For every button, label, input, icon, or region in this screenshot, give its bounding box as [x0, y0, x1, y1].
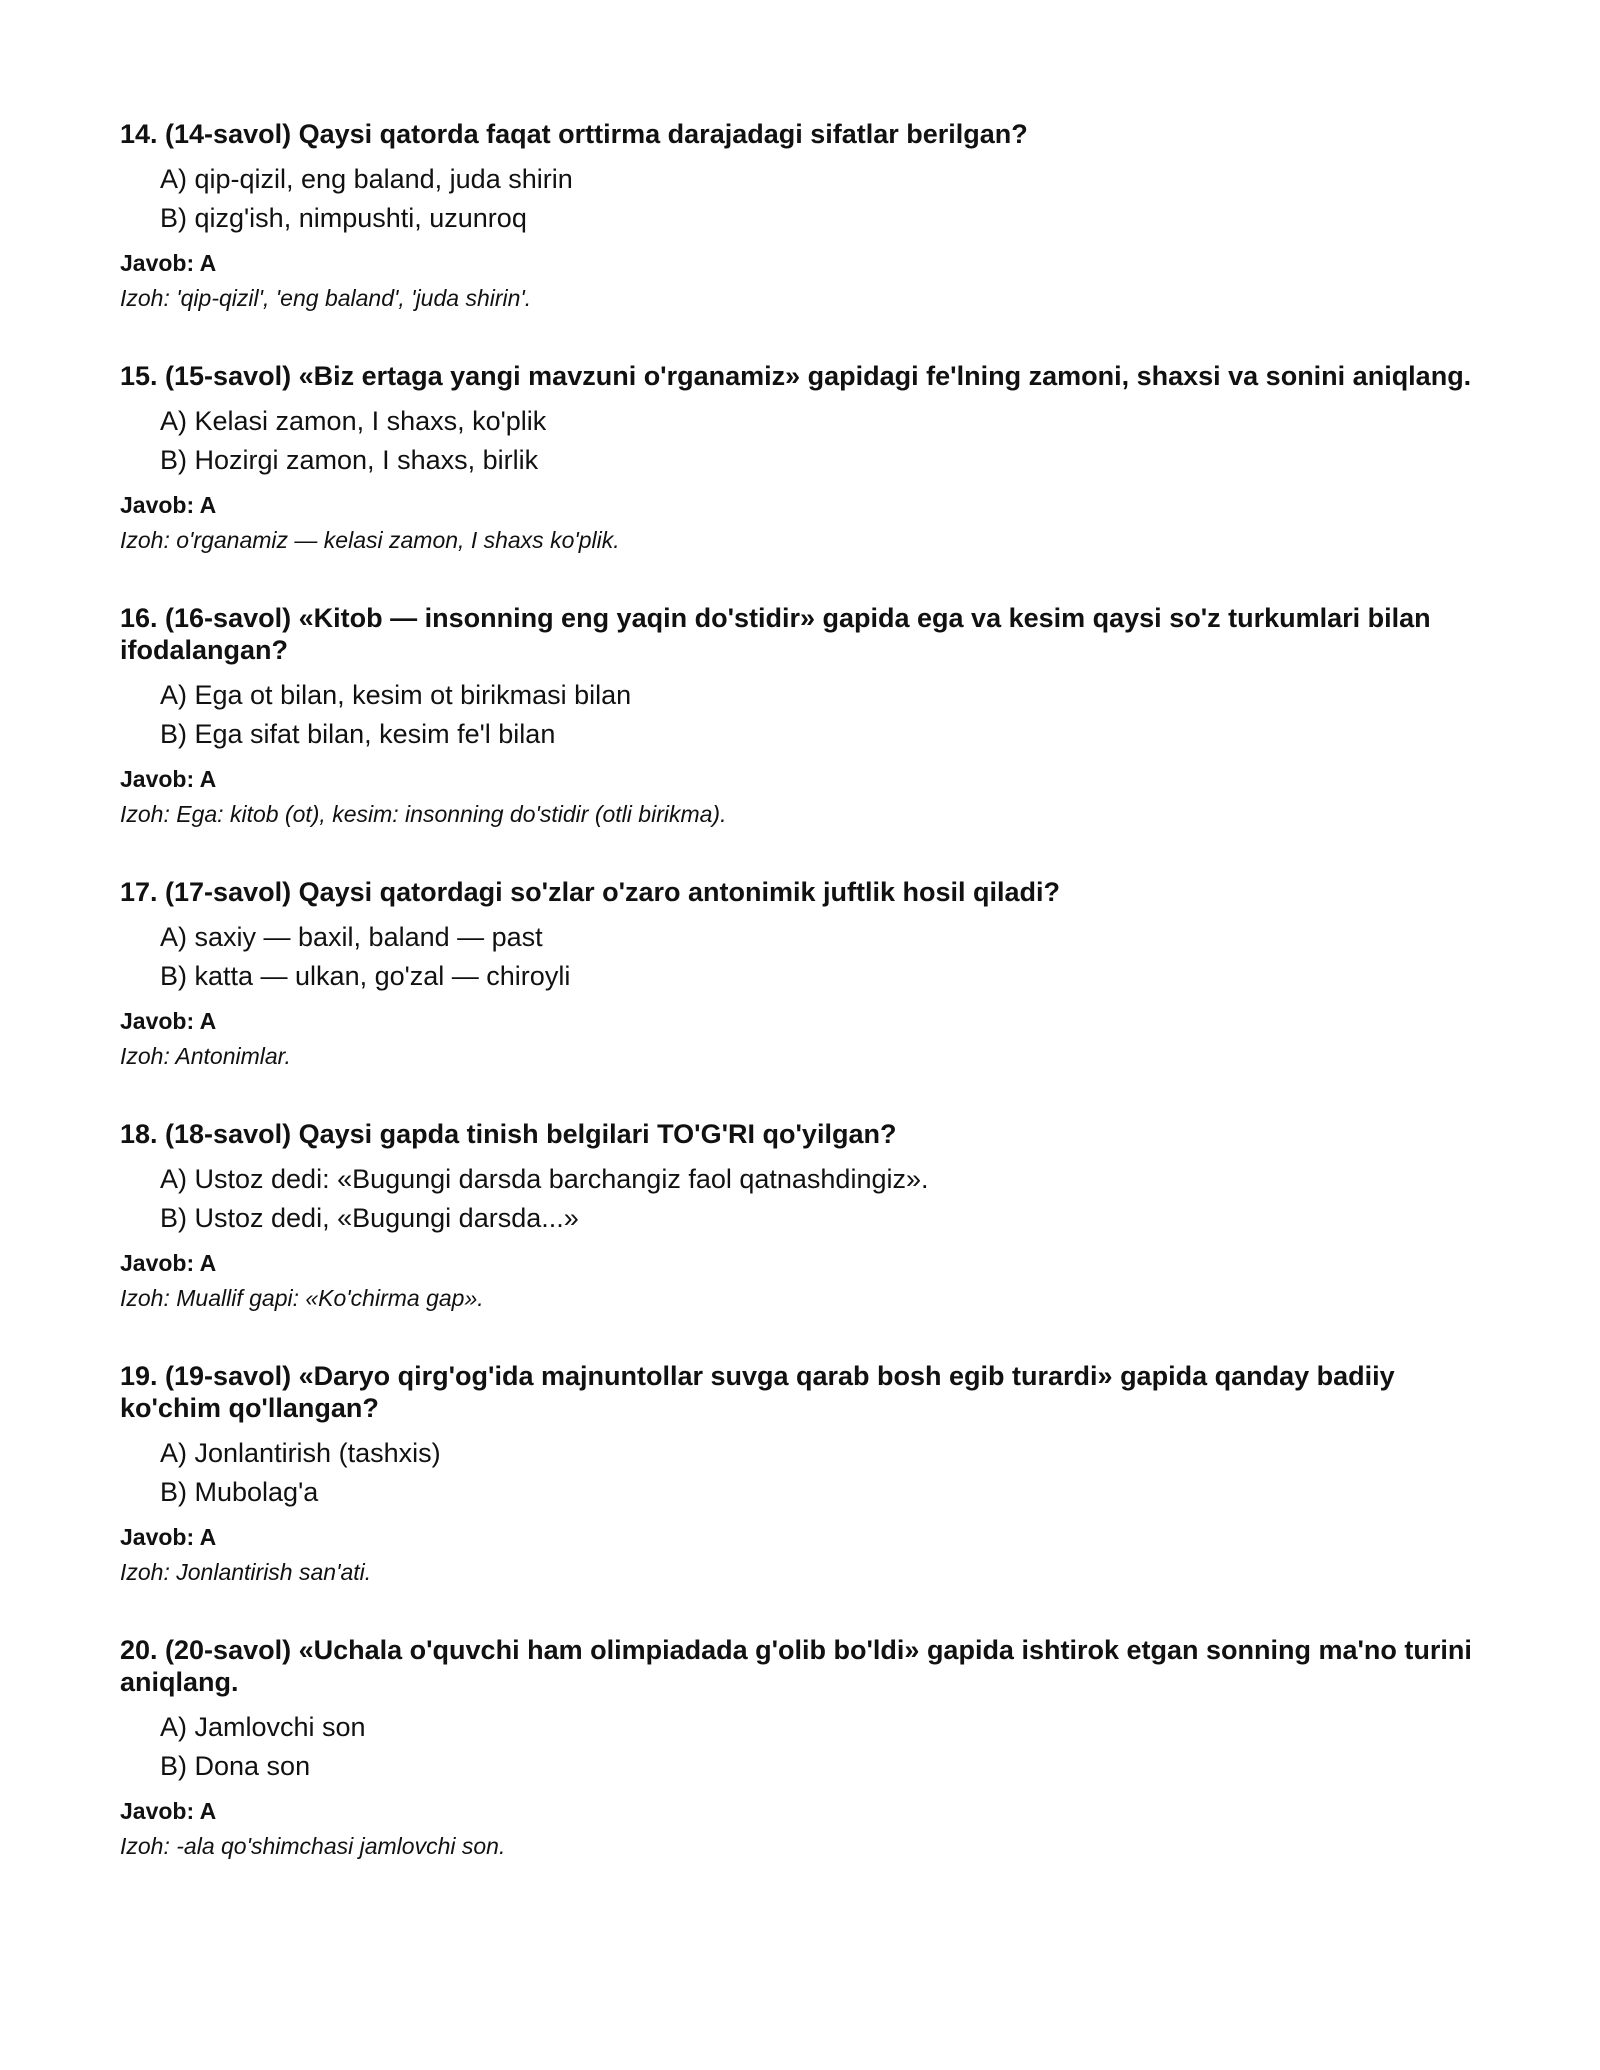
question-title: 16. (16-savol) «Kitob — insonning eng yaqin do'stidir» gapida ega va kesim qaysi so'z turkumlari bilan ifodalangan?: [120, 603, 1431, 665]
option-a: A) saxiy — baxil, baland — past: [160, 922, 543, 952]
question-title: 15. (15-savol) «Biz ertaga yangi mavzuni o'rganamiz» gapidagi fe'lning zamoni, shaxsi va sonini aniqlang.: [120, 361, 1472, 391]
option-b: B) Hozirgi zamon, I shaxs, birlik: [160, 445, 539, 475]
question-title: 17. (17-savol) Qaysi qatordagi so'zlar o'zaro antonimik juftlik hosil qiladi?: [120, 877, 1061, 907]
question-20: [120, 1634, 1500, 1864]
option-b: B) katta — ulkan, go'zal — chiroyli: [160, 961, 571, 991]
option-a: A) qip-qizil, eng baland, juda shirin: [160, 164, 573, 194]
explanation-note: Izoh: 'qip-qizil', 'eng baland', 'juda shirin'.: [120, 285, 532, 311]
option-a: A) Jamlovchi son: [160, 1712, 366, 1742]
option-list: [160, 160, 1500, 238]
question-19: [120, 1360, 1500, 1590]
question-15: [120, 360, 1500, 558]
option-a: A) Jonlantirish (tashxis): [160, 1438, 441, 1468]
answer-label: Javob: A: [120, 250, 217, 276]
answer-label: Javob: A: [120, 766, 217, 792]
option-a: A) Ustoz dedi: «Bugungi darsda barchangiz faol qatnashdingiz».: [160, 1164, 929, 1194]
option-list: [160, 402, 1500, 480]
explanation-note: Izoh: Ega: kitob (ot), kesim: insonning do'stidir (otli birikma).: [120, 801, 727, 827]
question-title: 18. (18-savol) Qaysi gapda tinish belgilari TO'G'RI qo'yilgan?: [120, 1119, 897, 1149]
explanation-note: Izoh: -ala qo'shimchasi jamlovchi son.: [120, 1833, 506, 1859]
option-list: [160, 1160, 1500, 1238]
option-list: [160, 1434, 1500, 1512]
explanation-note: Izoh: Antonimlar.: [120, 1043, 291, 1069]
option-list: [160, 676, 1500, 754]
option-list: [160, 1708, 1500, 1786]
option-b: B) Ustoz dedi, «Bugungi darsda...»: [160, 1203, 579, 1233]
answer-label: Javob: A: [120, 1250, 217, 1276]
option-a: A) Kelasi zamon, I shaxs, ko'plik: [160, 406, 547, 436]
option-b: B) Dona son: [160, 1751, 311, 1781]
option-list: [160, 918, 1500, 996]
question-title: 14. (14-savol) Qaysi qatorda faqat orttirma darajadagi sifatlar berilgan?: [120, 119, 1028, 149]
answer-label: Javob: A: [120, 1524, 217, 1550]
option-b: B) Mubolag'a: [160, 1477, 319, 1507]
option-a: A) Ega ot bilan, kesim ot birikmasi bilan: [160, 680, 632, 710]
answer-label: Javob: A: [120, 492, 217, 518]
answer-label: Javob: A: [120, 1798, 217, 1824]
answer-label: Javob: A: [120, 1008, 217, 1034]
question-17: [120, 876, 1500, 1074]
question-16: [120, 602, 1500, 832]
question-18: [120, 1118, 1500, 1316]
option-b: B) Ega sifat bilan, kesim fe'l bilan: [160, 719, 556, 749]
document-page: [120, 118, 1500, 1908]
question-title: 20. (20-savol) «Uchala o'quvchi ham olimpiadada g'olib bo'ldi» gapida ishtirok etgan sonning ma'no turini aniqlang.: [120, 1635, 1472, 1697]
question-title: 19. (19-savol) «Daryo qirg'og'ida majnuntollar suvga qarab bosh egib turardi» gapida qanday badiiy ko'chim qo'llangan?: [120, 1361, 1395, 1423]
question-14: [120, 118, 1500, 316]
explanation-note: Izoh: o'rganamiz — kelasi zamon, I shaxs ko'plik.: [120, 527, 620, 553]
option-b: B) qizg'ish, nimpushti, uzunroq: [160, 203, 527, 233]
explanation-note: Izoh: Jonlantirish san'ati.: [120, 1559, 372, 1585]
explanation-note: Izoh: Muallif gapi: «Ko'chirma gap».: [120, 1285, 484, 1311]
